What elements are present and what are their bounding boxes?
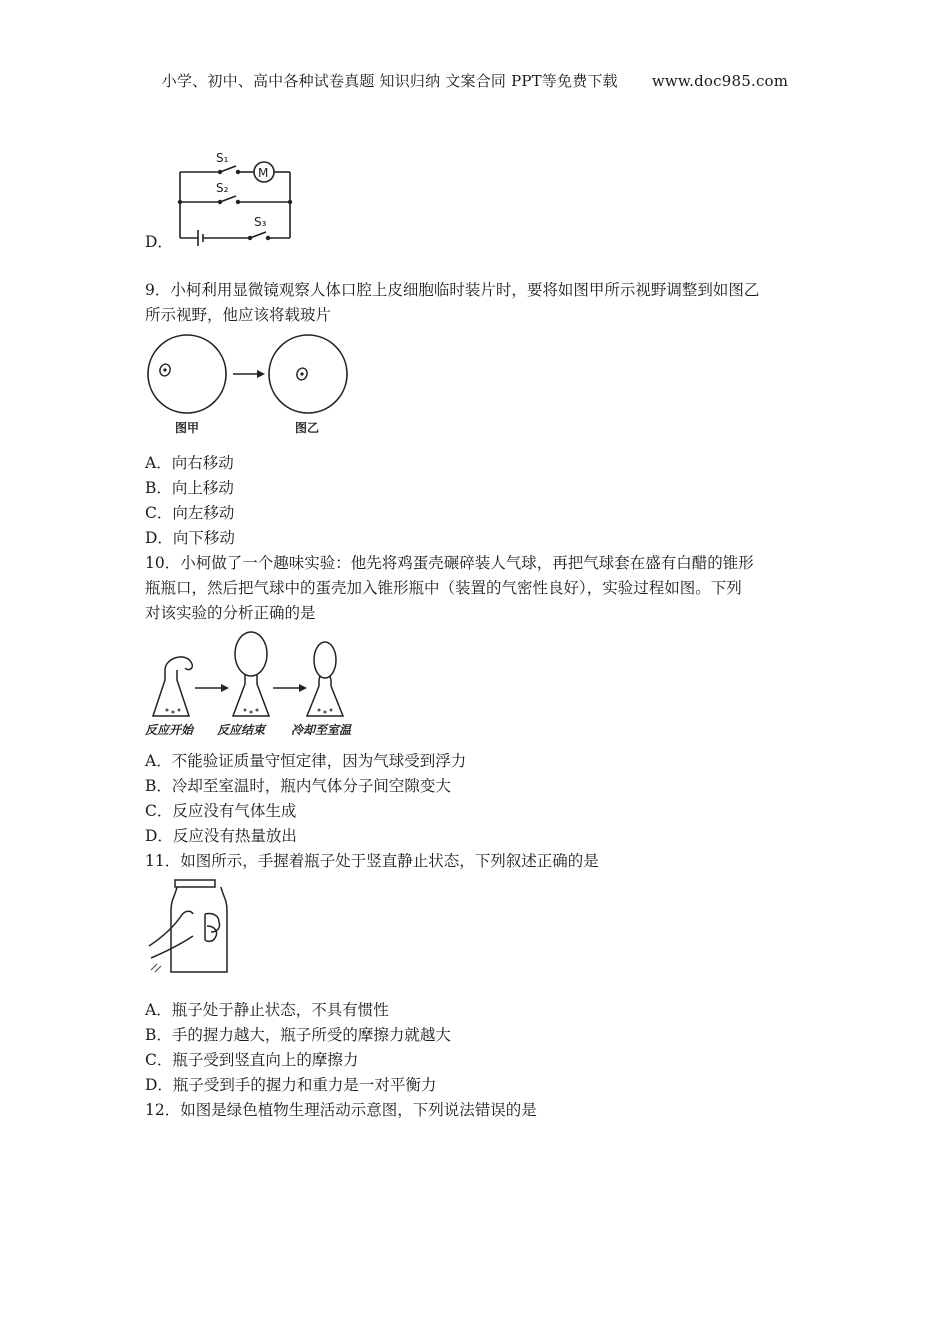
- fig-label-end: 反应结束: [217, 723, 266, 737]
- q9-stem-line2: 所示视野，他应该将载玻片: [145, 306, 332, 324]
- q12-stem: 12．如图是绿色植物生理活动示意图，下列说法错误的是: [145, 1101, 537, 1119]
- q11-option-d: D．瓶子受到手的握力和重力是一对平衡力: [145, 1076, 437, 1094]
- q10-option-d: D．反应没有热量放出: [145, 827, 297, 845]
- q9-option-b: B．向上移动: [145, 479, 234, 497]
- q9-option-d: D．向下移动: [145, 529, 235, 547]
- fig-label-cool: 冷却至室温: [291, 723, 352, 737]
- fig-label-start: 反应开始: [145, 723, 194, 737]
- q10-stem-line3: 对该实验的分析正确的是: [145, 604, 316, 622]
- microscope-field-figure: [145, 330, 360, 442]
- fig-label-jia: 图甲: [175, 421, 200, 435]
- bottle-hand-figure: [145, 876, 240, 978]
- q10-option-c: C．反应没有气体生成: [145, 802, 297, 820]
- q10-option-a: A．不能验证质量守恒定律，因为气球受到浮力: [145, 752, 467, 770]
- label-motor: M: [258, 166, 269, 180]
- q11-option-c: C．瓶子受到竖直向上的摩擦力: [145, 1051, 359, 1069]
- label-s1: S₁: [216, 151, 229, 165]
- header-url: www.doc985.com: [651, 72, 789, 90]
- q10-stem-line1: 10．小柯做了一个趣味实验：他先将鸡蛋壳碾碎装人气球，再把气球套在盛有白醋的锥形: [145, 554, 754, 572]
- q9-option-c: C．向左移动: [145, 504, 235, 522]
- flask-experiment-figure: [145, 628, 370, 740]
- q9-option-a: A．向右移动: [145, 454, 234, 472]
- circuit-diagram: [170, 150, 300, 250]
- label-s3: S₃: [254, 215, 267, 229]
- q8-option-d: D．: [145, 233, 173, 251]
- q11-option-a: A．瓶子处于静止状态，不具有惯性: [145, 1001, 389, 1019]
- q10-option-b: B．冷却至室温时，瓶内气体分子间空隙变大: [145, 777, 451, 795]
- label-s2: S₂: [216, 181, 229, 195]
- q9-stem-line1: 9．小柯利用显微镜观察人体口腔上皮细胞临时装片时，要将如图甲所示视野调整到如图乙: [145, 281, 760, 299]
- header-text: 小学、初中、高中各种试卷真题 知识归纳 文案合同 PPT等免费下载: [161, 72, 618, 90]
- q11-option-b: B．手的握力越大，瓶子所受的摩擦力就越大: [145, 1026, 451, 1044]
- page-header: [0, 70, 950, 91]
- q11-stem: 11．如图所示，手握着瓶子处于竖直静止状态，下列叙述正确的是: [145, 852, 599, 870]
- fig-label-yi: 图乙: [295, 421, 320, 435]
- q10-stem-line2: 瓶瓶口，然后把气球中的蛋壳加入锥形瓶中（装置的气密性良好），实验过程如图。下列: [145, 579, 742, 597]
